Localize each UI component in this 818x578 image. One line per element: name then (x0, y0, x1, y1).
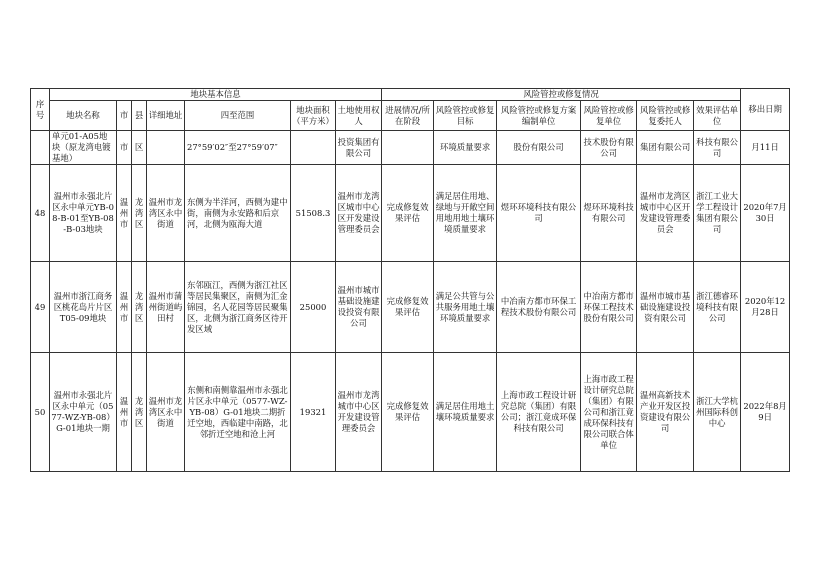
cell-area: 25000 (291, 262, 336, 353)
cell-name: 温州市永强北片区永中单元（0577-WZ-YB-08）G-01地块一期 (50, 353, 117, 472)
cell-seq: 49 (31, 262, 50, 353)
header-address: 详细地址 (147, 101, 185, 131)
cell-client: 温州市城市基础设施建设投资有限公司 (637, 262, 694, 353)
header-exec-unit: 风险管控或修复单位 (581, 101, 637, 131)
cell-removal-date: 2022年8月9日 (741, 353, 790, 472)
cell-area: 51508.3 (291, 165, 336, 262)
cell-seq (31, 131, 50, 165)
cell-progress: 完成修复效果评估 (382, 165, 434, 262)
cell-county: 龙湾区 (132, 165, 147, 262)
cell-goal: 满足公共管与公共服务用地土壤环境质量要求 (434, 262, 497, 353)
cell-exec-unit: 上海市政工程设计研究总院（集团）有限公司和浙江竟成环保科技有限公司联合体单位 (581, 353, 637, 472)
cell-bounds: 东侧和南侧靠温州市永强北片区永中单元（0577-WZ-YB-08）G-01地块二期折迁空地，西临建中南路，北邻折迁空地和沧上河 (185, 353, 291, 472)
cell-eval-unit: 浙江大学杭州国际科创中心 (694, 353, 741, 472)
header-bounds: 四至范围 (185, 101, 291, 131)
header-removal-date: 移出日期 (741, 89, 790, 131)
header-seq: 序号 (31, 89, 50, 131)
remediation-table (30, 88, 790, 472)
cell-bounds: 27°59′02″至27°59′07″ (185, 131, 291, 165)
header-plan-unit: 风险管控或修复方案编制单位 (497, 101, 581, 131)
cell-goal: 满足居住用地、绿地与开敞空间用地用地土壤环境质量要求 (434, 165, 497, 262)
cell-eval-unit: 浙江工业大学工程设计集团有限公司 (694, 165, 741, 262)
cell-removal-date: 月11日 (741, 131, 790, 165)
header-name: 地块名称 (50, 101, 117, 131)
cell-city: 温州市 (117, 165, 132, 262)
cell-county: 龙湾区 (132, 262, 147, 353)
header-goal: 风险管控或修复目标 (434, 101, 497, 131)
header-city: 市 (117, 101, 132, 131)
cell-name: 温州市浙江商务区桃花岛片片区T05-09地块 (50, 262, 117, 353)
header-county: 县 (132, 101, 147, 131)
cell-rights-holder: 温州市龙湾区城市中心区开发建设管理委员会 (336, 165, 382, 262)
group-header-risk-control: 风险管控或修复情况 (382, 89, 741, 101)
cell-city: 温州市 (117, 262, 132, 353)
cell-eval-unit: 浙江德睿环境科技有限公司 (694, 262, 741, 353)
cell-exec-unit: 煜环环境科技有限公司 (581, 165, 637, 262)
cell-exec-unit: 技术股份有限公司 (581, 131, 637, 165)
cell-removal-date: 2020年12月28日 (741, 262, 790, 353)
header-eval-unit: 效果评估单位 (694, 101, 741, 131)
cell-address: 温州市龙湾区永中街道 (147, 353, 185, 472)
cell-rights-holder: 温州市城市基础设施建设投资有限公司 (336, 262, 382, 353)
cell-county: 区 (132, 131, 147, 165)
cell-rights-holder: 温州市龙湾城市中心区开发建设管理委员会 (336, 353, 382, 472)
cell-client: 温州高新技术产业开发区投资建设有限公司 (637, 353, 694, 472)
cell-eval-unit: 科技有限公司 (694, 131, 741, 165)
cell-removal-date: 2020年7月30日 (741, 165, 790, 262)
cell-plan-unit: 上海市政工程设计研究总院（集团）有限公司；浙江竟成环保科技有限公司 (497, 353, 581, 472)
cell-plan-unit: 中冶南方都市环保工程技术股份有限公司 (497, 262, 581, 353)
cell-name: 单元01-A05地块（原龙湾电镀基地） (50, 131, 117, 165)
cell-city: 温州市 (117, 353, 132, 472)
removal-list-sheet (30, 88, 790, 472)
cell-goal: 环境质量要求 (434, 131, 497, 165)
cell-progress: 完成修复效果评估 (382, 262, 434, 353)
cell-client: 集团有限公司 (637, 131, 694, 165)
cell-area: 19321 (291, 353, 336, 472)
cell-goal: 满足居住用地土壤环境质量要求 (434, 353, 497, 472)
cell-name: 温州市永强北片区永中单元YB-08-B-01至YB-08-B-03地块 (50, 165, 117, 262)
cell-county: 龙湾区 (132, 353, 147, 472)
cell-plan-unit: 股份有限公司 (497, 131, 581, 165)
cell-seq: 48 (31, 165, 50, 262)
header-progress: 进展情况/所在阶段 (382, 101, 434, 131)
table-row (31, 165, 790, 262)
group-header-basic-info: 地块基本信息 (50, 89, 382, 101)
cell-bounds: 东邻瓯江，西侧为浙江社区等居民集聚区，南侧为汇金锦园，名人花园等居民聚集区，北侧为浙江商务区待开发区域 (185, 262, 291, 353)
cell-bounds: 东侧为半洋河，西侧为建中街，南侧为永安路和后京河，北侧为瓯海大道 (185, 165, 291, 262)
cell-plan-unit: 煜环环境科技有限公司 (497, 165, 581, 262)
cell-area (291, 131, 336, 165)
header-client: 风险管控或修复委托人 (637, 101, 694, 131)
cell-client: 温州市龙湾区城市中心区开发建设管理委员会 (637, 165, 694, 262)
cell-rights-holder: 投资集团有限公司 (336, 131, 382, 165)
cell-address (147, 131, 185, 165)
cell-progress: 完成修复效果评估 (382, 353, 434, 472)
cell-city: 市 (117, 131, 132, 165)
cell-address: 温州市龙湾区永中街道 (147, 165, 185, 262)
table-row (31, 262, 790, 353)
table-row (31, 353, 790, 472)
cell-exec-unit: 中冶南方都市环保工程技术股份有限公司 (581, 262, 637, 353)
cell-seq: 50 (31, 353, 50, 472)
header-rights-holder: 土地使用权人 (336, 101, 382, 131)
cell-address: 温州市蒲州街道屿田村 (147, 262, 185, 353)
table-row (31, 131, 790, 165)
cell-progress (382, 131, 434, 165)
header-area: 地块面积（平方米） (291, 101, 336, 131)
